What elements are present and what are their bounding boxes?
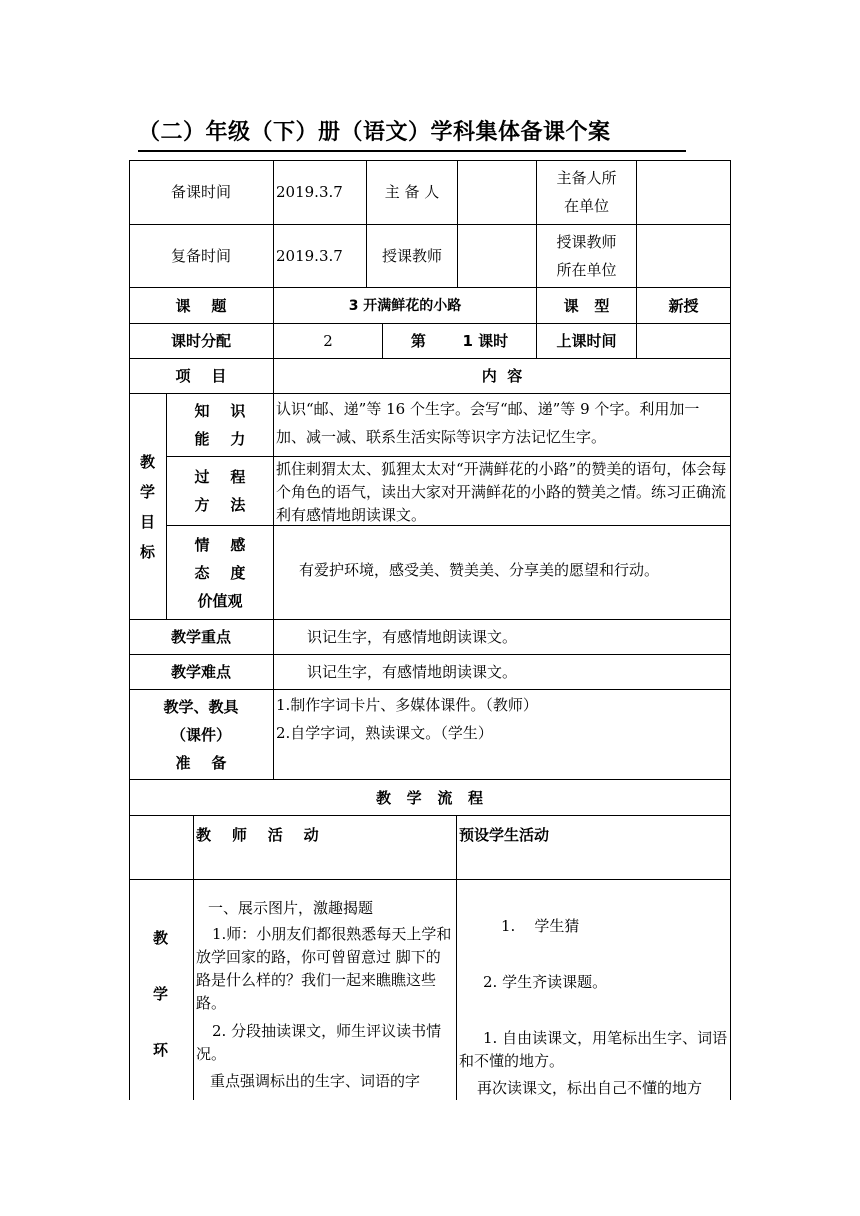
- goals-char-1: 教: [139, 452, 155, 471]
- review-time-label: 复备时间: [129, 225, 274, 288]
- preparation-line2: 2.自学字词，熟读课文。（学生）: [276, 724, 493, 742]
- difficult-point-text: 识记生字，有感情地朗读课文。: [274, 655, 731, 690]
- prep-time-value: 2019.3.7: [274, 160, 367, 225]
- preparation-label-line3: 准 备: [175, 753, 227, 772]
- teacher-activity-content: [194, 880, 457, 1100]
- section-char-3: 环: [153, 1041, 169, 1059]
- teacher-step-1: 1.师：小朋友们都很熟悉每天上学和放学回家的路，你可曾留意过 脚下的路是什么样的？我们一起来瞧瞧这些路。: [196, 925, 452, 1012]
- goals-char-3: 目: [139, 512, 155, 531]
- knowledge-label-line2: 能 力: [194, 430, 246, 448]
- preparation-label: [129, 690, 274, 780]
- emotion-label-line2: 态 度: [194, 563, 246, 582]
- student-activity-heading: 预设学生活动: [457, 816, 731, 880]
- goals-char-4: 标: [139, 542, 155, 561]
- lesson-plan-table: [129, 160, 731, 1100]
- lead-preparer-label: 主 备 人: [367, 160, 458, 225]
- preparation-content: [274, 690, 731, 780]
- lesson-type-label: 课 型: [537, 288, 637, 324]
- difficult-point-label: 教学难点: [129, 655, 274, 690]
- student-activity-content: [457, 880, 731, 1100]
- emotion-attitude-text: 有爱护环境，感受美、赞美美、分享美的愿望和行动。: [274, 526, 731, 620]
- key-point-text: 识记生字，有感情地朗读课文。: [274, 620, 731, 655]
- class-time-value: [637, 324, 731, 359]
- instructor-value: [458, 225, 537, 288]
- review-time-value: 2019.3.7: [274, 225, 367, 288]
- item-header: 项 目: [129, 359, 274, 394]
- teacher-step-emphasis: 重点强调标出的生字、词语的字: [210, 1072, 421, 1090]
- class-time-label: 上课时间: [537, 324, 637, 359]
- lead-preparer-value: [458, 160, 537, 225]
- teacher-activity-heading: 教 师 活 动: [194, 816, 457, 880]
- teacher-step-2: 2. 分段抽读课文，师生评议读书情况。: [196, 1022, 442, 1063]
- section-char-2: 学: [153, 985, 169, 1003]
- instructor-unit-label-line1: 授课教师: [556, 233, 617, 251]
- knowledge-ability-text: 认识“邮、递”等 16 个生字。会写“邮、递”等 9 个字。利用加一加、减一减、联系生活实际等识字方法记忆生字。: [274, 394, 731, 457]
- student-step-read-title: 2. 学生齐读课题。: [483, 973, 608, 991]
- student-step-reread: 再次读课文，标出自己不懂的地方: [477, 1079, 703, 1097]
- process-label-line1: 过 程: [194, 468, 246, 486]
- process-method-text: 抓住刺猬太太、狐狸太太对“开满鲜花的小路”的赞美的语句，体会每个角色的语气，读出大家对开满鲜花的小路的赞美之情。练习正确流利有感情地朗读课文。: [274, 457, 731, 526]
- lesson-type-value: 新授: [637, 288, 731, 324]
- instructor-unit-value: [637, 225, 731, 288]
- process-method-label: [167, 457, 274, 526]
- lead-unit-label-line1: 主备人所: [556, 169, 617, 187]
- teaching-flow-heading: 教 学 流 程: [129, 780, 731, 816]
- period-count: 2: [274, 324, 383, 359]
- emotion-attitude-label: [167, 526, 274, 620]
- key-point-label: 教学重点: [129, 620, 274, 655]
- instructor-label: 授课教师: [367, 225, 458, 288]
- instructor-unit-label-line2: 所在单位: [556, 261, 617, 279]
- student-step-free-read: 1. 自由读课文，用笔标出生字、词语和不懂的地方。: [459, 1029, 728, 1070]
- instructor-unit-label: [537, 225, 637, 288]
- preparation-label-line1: 教学、教具: [163, 697, 239, 716]
- emotion-label-line1: 情 感: [194, 535, 246, 554]
- student-step-guess: 1. 学生猜: [501, 917, 580, 935]
- process-label-line2: 方 法: [194, 496, 246, 514]
- prep-time-label: 备课时间: [129, 160, 274, 225]
- teaching-goals-label: [129, 394, 167, 620]
- knowledge-label-line1: 知 识: [194, 402, 246, 420]
- emotion-label-line3: 价值观: [197, 591, 243, 610]
- goals-char-2: 学: [139, 482, 155, 501]
- teacher-step-intro: 一、展示图片，激趣揭题: [208, 899, 374, 917]
- page-title: （二）年级（下）册（语文）学科集体备课个案: [138, 116, 686, 152]
- period-allocation-label: 课时分配: [129, 324, 274, 359]
- teaching-section-label: [129, 880, 194, 1100]
- preparation-line1: 1.制作字词卡片、多媒体课件。（教师）: [276, 696, 538, 714]
- flow-blank-cell: [129, 816, 194, 880]
- lead-unit-label: [537, 160, 637, 225]
- content-header: 内 容: [274, 359, 731, 394]
- lead-unit-value: [637, 160, 731, 225]
- period-number: 第 1 课时: [383, 324, 537, 359]
- knowledge-ability-label: [167, 394, 274, 457]
- topic-label: 课 题: [129, 288, 274, 324]
- preparation-label-line2: （课件）: [170, 725, 231, 744]
- topic-value: 3 开满鲜花的小路: [274, 288, 537, 324]
- lead-unit-label-line2: 在单位: [563, 197, 609, 215]
- section-char-1: 教: [153, 929, 169, 947]
